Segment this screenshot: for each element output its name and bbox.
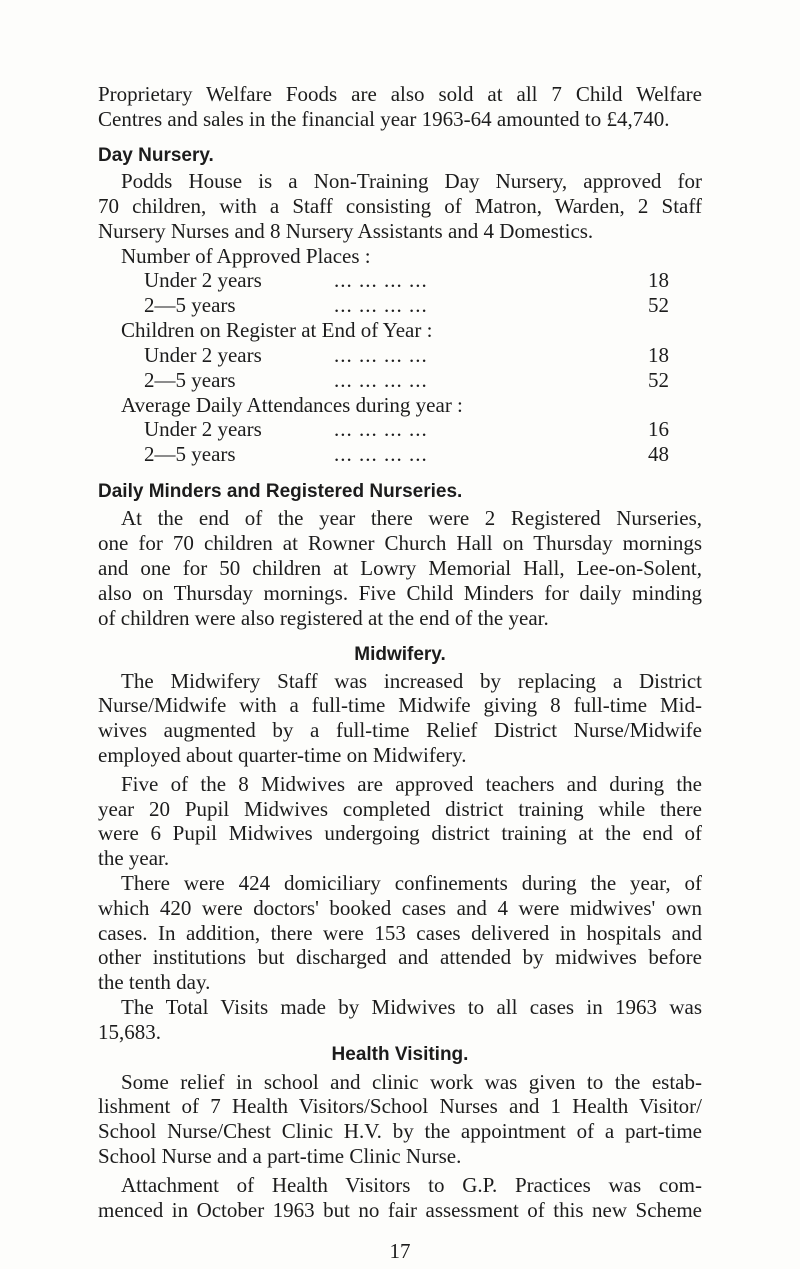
health-visiting-p2-line-1: Attachment of Health Visitors to G.P. Practices was com- (121, 1173, 702, 1197)
midwifery-p1-line-1: The Midwifery Staff was increased by replacing a District (121, 669, 702, 693)
row-label: Under 2 years (144, 343, 262, 367)
row-leader: ... ... ... ... (334, 268, 428, 292)
midwifery-p1-line-3: wives augmented by a full-time Relief District Nurse/Midwife (98, 718, 702, 742)
day-nursery-line-2: 70 children, with a Staff consisting of Matron, Warden, 2 Staff (98, 194, 702, 218)
midwifery-p1-line-2: Nurse/Midwife with a full-time Midwife giving 8 full-time Mid- (98, 693, 702, 717)
row-value: 18 (648, 343, 669, 367)
row-leader: ... ... ... ... (334, 368, 428, 392)
midwifery-p2-line-2: year 20 Pupil Midwives completed district training while there (98, 797, 702, 821)
midwifery-p2-line-1: Five of the 8 Midwives are approved teachers and during the (121, 772, 702, 796)
row-label: 2—5 years (144, 442, 236, 466)
health-visiting-p1-line-3: School Nurse/Chest Clinic H.V. by the appointment of a part-time (98, 1119, 702, 1143)
midwifery-heading: Midwifery. (354, 644, 446, 665)
daily-minders-line-5: of children were also registered at the end of the year. (98, 606, 549, 630)
intro-line-2: Centres and sales in the financial year 1963-64 amounted to £4,740. (98, 107, 670, 131)
group-title-attendances: Average Daily Attendances during year : (121, 393, 463, 417)
health-visiting-heading: Health Visiting. (331, 1044, 469, 1065)
row-leader: ... ... ... ... (334, 293, 428, 317)
daily-minders-heading: Daily Minders and Registered Nurseries. (98, 481, 463, 502)
intro-line-1: Proprietary Welfare Foods are also sold at all 7 Child Welfare (98, 82, 702, 106)
midwifery-p2-line-3: were 6 Pupil Midwives undergoing district training at the end of (98, 821, 702, 845)
day-nursery-line-1: Podds House is a Non-Training Day Nursery, approved for (121, 169, 702, 193)
row-leader: ... ... ... ... (334, 417, 428, 441)
daily-minders-line-2: one for 70 children at Rowner Church Hall on Thursday mornings (98, 531, 702, 555)
group-title-register: Children on Register at End of Year : (121, 318, 433, 342)
group-title-approved-places: Number of Approved Places : (121, 244, 371, 268)
midwifery-p4-line-2: 15,683. (98, 1020, 161, 1044)
health-visiting-p1-line-2: lishment of 7 Health Visitors/School Nurses and 1 Health Visitor/ (98, 1094, 702, 1118)
row-value: 52 (648, 368, 669, 392)
row-value: 48 (648, 442, 669, 466)
row-label: 2—5 years (144, 293, 236, 317)
page-number: 17 (389, 1239, 411, 1263)
health-visiting-p1-line-4: School Nurse and a part-time Clinic Nurse. (98, 1144, 462, 1168)
midwifery-p2-line-4: the year. (98, 846, 170, 870)
row-value: 52 (648, 293, 669, 317)
row-label: Under 2 years (144, 417, 262, 441)
row-label: Under 2 years (144, 268, 262, 292)
midwifery-p3-line-1: There were 424 domiciliary confinements during the year, of (121, 871, 702, 895)
midwifery-p4-line-1: The Total Visits made by Midwives to all cases in 1963 was (121, 995, 702, 1019)
row-leader: ... ... ... ... (334, 343, 428, 367)
midwifery-p3-line-5: the tenth day. (98, 970, 211, 994)
row-value: 16 (648, 417, 669, 441)
health-visiting-p1-line-1: Some relief in school and clinic work was given to the estab- (121, 1070, 702, 1094)
row-label: 2—5 years (144, 368, 236, 392)
midwifery-p3-line-3: cases. In addition, there were 153 cases delivered in hospitals and (98, 921, 702, 945)
daily-minders-line-3: and one for 50 children at Lowry Memorial Hall, Lee-on-Solent, (98, 556, 702, 580)
day-nursery-heading: Day Nursery. (98, 145, 214, 166)
daily-minders-line-1: At the end of the year there were 2 Registered Nurseries, (121, 506, 702, 530)
midwifery-p3-line-2: which 420 were doctors' booked cases and 4 were midwives' own (98, 896, 702, 920)
row-value: 18 (648, 268, 669, 292)
health-visiting-p2-line-2: menced in October 1963 but no fair assessment of this new Scheme (98, 1198, 702, 1222)
row-leader: ... ... ... ... (334, 442, 428, 466)
midwifery-p3-line-4: other institutions but discharged and attended by midwives before (98, 945, 702, 969)
midwifery-p1-line-4: employed about quarter-time on Midwifery. (98, 743, 467, 767)
daily-minders-line-4: also on Thursday mornings. Five Child Minders for daily minding (98, 581, 702, 605)
day-nursery-line-3: Nursery Nurses and 8 Nursery Assistants and 4 Domestics. (98, 219, 594, 243)
